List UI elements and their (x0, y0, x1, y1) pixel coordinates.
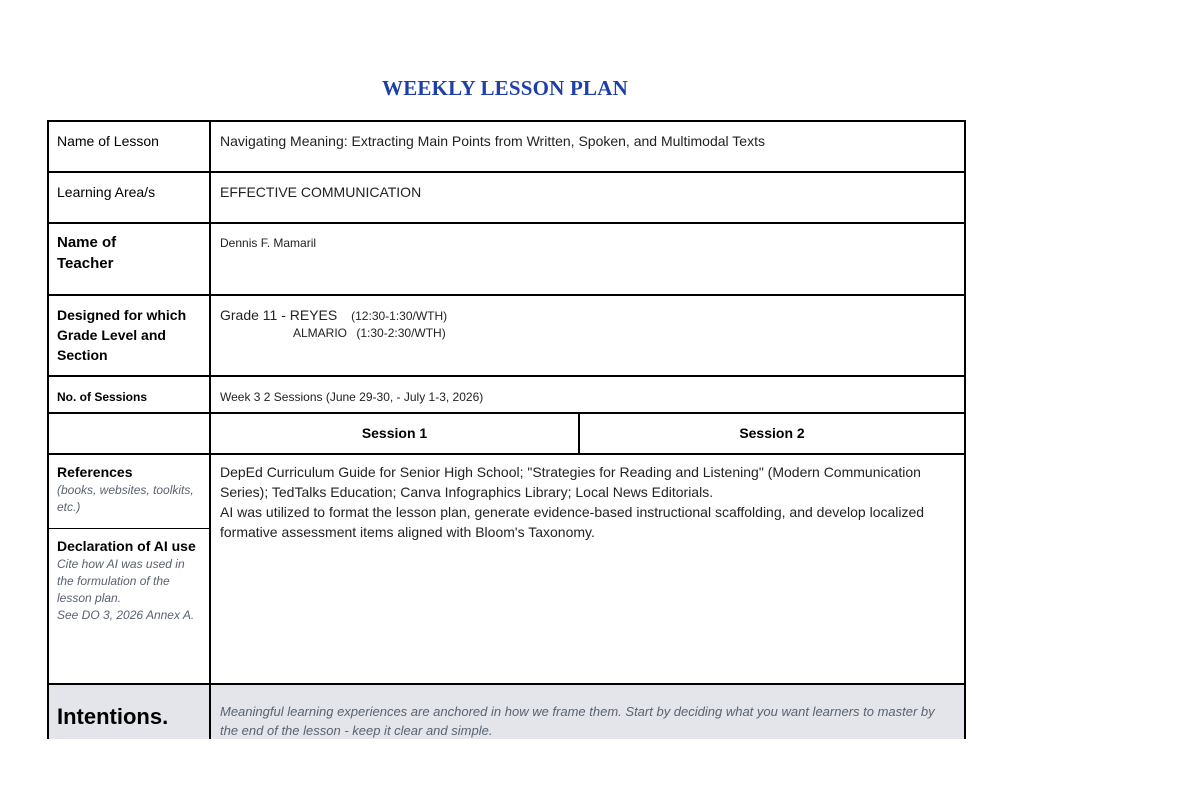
grade-section-label: Designed for which Grade Level and Section (57, 307, 187, 363)
session-1-header: Session 1 (211, 414, 580, 453)
intentions-text-cell (211, 685, 964, 739)
grade-section-label-cell (49, 296, 211, 375)
grade-section-line2 (220, 326, 955, 341)
row-session-headers (49, 414, 964, 455)
lesson-name-label: Name of Lesson (57, 133, 159, 149)
session-header-blank-cell (49, 414, 211, 453)
grade-section-time2: (1:30-2:30/WTH) (356, 326, 446, 340)
intentions-text: Meaningful learning experiences are anchored in how we frame them. Start by deciding what you want learners to master by the end of the lesson - keep it clear and simple. (220, 704, 935, 738)
lesson-name-value: Navigating Meaning: Extracting Main Points from Written, Spoken, and Multimodal Texts (220, 133, 765, 149)
lesson-name-value-cell (211, 122, 964, 171)
ref-ai-divider (49, 528, 211, 529)
grade-section-line1 (220, 305, 955, 326)
document-title: WEEKLY LESSON PLAN (382, 76, 628, 100)
references-value: DepEd Curriculum Guide for Senior High School; "Strategies for Reading and Listening" (Modern Communication Series); TedTalks Education; Canva Infographics Library; Local News Editorials. (220, 464, 921, 500)
row-teacher (49, 224, 964, 296)
row-grade-section (49, 296, 964, 377)
lesson-plan-table (47, 120, 966, 739)
sessions-label-cell (49, 377, 211, 412)
intentions-label-cell (49, 685, 211, 739)
row-intentions (49, 685, 964, 739)
row-lesson-name (49, 122, 964, 173)
ai-declaration-label: Declaration of AI use (57, 538, 196, 554)
references-hint: (books, websites, toolkits, etc.) (57, 483, 194, 514)
grade-section-main: Grade 11 - REYES (220, 307, 338, 323)
references-value-cell (211, 455, 964, 683)
teacher-value-cell (211, 224, 964, 294)
grade-section-almario: ALMARIO (293, 326, 348, 340)
sessions-value: Week 3 2 Sessions (June 29-30, - July 1-3, 2026) (220, 390, 484, 404)
intentions-label: Intentions. (57, 704, 169, 729)
sessions-value-cell (211, 377, 964, 412)
lesson-name-label-cell (49, 122, 211, 171)
ai-declaration-hint-2: See DO 3, 2026 Annex A. (57, 608, 195, 622)
session-2-header: Session 2 (739, 425, 805, 441)
row-learning-area (49, 173, 964, 224)
ai-usage-value: AI was utilized to format the lesson plan, generate evidence-based instructional scaffolding, and develop localized formative assessment items aligned with Bloom's Taxonomy. (220, 504, 925, 540)
teacher-label-cell (49, 224, 211, 294)
learning-area-value-cell (211, 173, 964, 222)
learning-area-label: Learning Area/s (57, 184, 156, 200)
grade-section-value-cell (211, 296, 964, 375)
sessions-label: No. of Sessions (57, 390, 148, 404)
references-label-cell (49, 455, 211, 529)
teacher-value: Dennis F. Mamaril (220, 236, 317, 250)
references-label: References (57, 464, 133, 480)
learning-area-label-cell (49, 173, 211, 222)
ai-declaration-hint: Cite how AI was used in the formulation of the lesson plan. (57, 557, 185, 605)
grade-section-time1: (12:30-1:30/WTH) (351, 309, 448, 323)
learning-area-value: EFFECTIVE COMMUNICATION (220, 184, 422, 200)
row-references (49, 455, 964, 685)
ai-declaration-label-cell (49, 529, 211, 683)
teacher-label: Name of Teacher (57, 234, 117, 272)
row-sessions (49, 377, 964, 414)
